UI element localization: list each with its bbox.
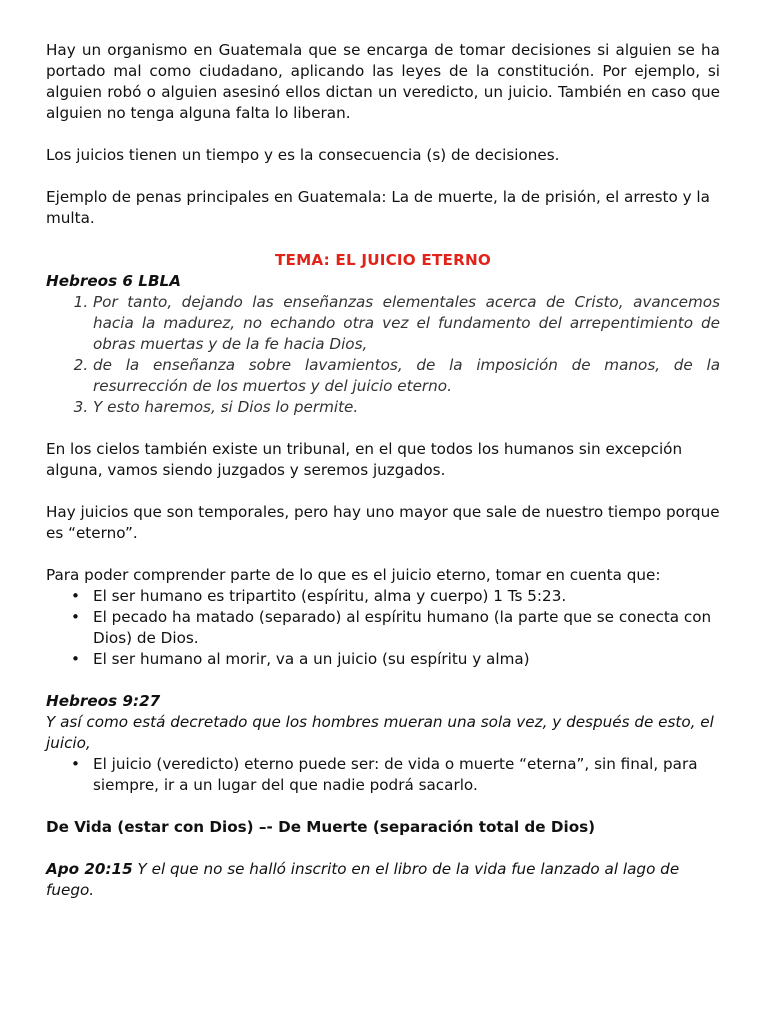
verse-item: 2. de la enseñanza sobre lavamientos, de la imposición de manos, de la resurrección de los muertos y del juicio eterno.	[93, 355, 720, 397]
bullet-text: El ser humano es tripartito (espíritu, alma y cuerpo) 1 Ts 5:23.	[93, 587, 567, 605]
bullet-list-ser-humano	[46, 586, 720, 670]
bullet-icon: •	[71, 650, 80, 668]
paragraph-juicios-tiempo: Los juicios tienen un tiempo y es la consecuencia (s) de decisiones.	[46, 146, 560, 164]
verse-item: 3. Y esto haremos, si Dios lo permite.	[93, 397, 720, 418]
bullet-item	[71, 754, 720, 796]
paragraph-comprender: Para poder comprender parte de lo que es el juicio eterno, tomar en cuenta que:	[46, 566, 661, 584]
bullet-item	[71, 649, 720, 670]
document-page	[46, 40, 720, 901]
bullet-text: El pecado ha matado (separado) al espíritu humano (la parte que se conecta con Dios) de Dios.	[93, 608, 712, 647]
bullet-icon: •	[71, 608, 80, 626]
bullet-text: El ser humano al morir, va a un juicio (su espíritu y alma)	[93, 650, 530, 668]
bullet-item	[71, 607, 720, 649]
bullet-item	[71, 586, 720, 607]
paragraph-penas: Ejemplo de penas principales en Guatemala: La de muerte, la de prisión, el arresto y la multa.	[46, 188, 710, 227]
hebreos-9-reference: Hebreos 9:27	[46, 692, 161, 710]
bullet-text: El juicio (veredicto) eterno puede ser: de vida o muerte “eterna”, sin final, para siempre, ir a un lugar del que nadie podrá sacarlo.	[93, 755, 698, 794]
hebreos-9-text: Y así como está decretado que los hombres mueran una sola vez, y después de esto, el juicio,	[46, 713, 714, 752]
vida-muerte-heading: De Vida (estar con Dios) –- De Muerte (separación total de Dios)	[46, 818, 596, 836]
apocalipsis-reference: Apo 20:15	[46, 860, 133, 878]
bullet-icon: •	[71, 587, 80, 605]
paragraph-tribunal: En los cielos también existe un tribunal, en el que todos los humanos sin excepción alguna, vamos siendo juzgados y seremos juzgados.	[46, 440, 683, 479]
paragraph-organismo: Hay un organismo en Guatemala que se encarga de tomar decisiones si alguien se ha portado mal como ciudadano, aplicando las leyes de la constitución. Por ejemplo, si alguien robó o alguien asesinó ellos dictan un veredicto, un juicio. También en caso que alguien no tenga alguna falta lo liberan.	[46, 41, 720, 122]
hebreos-6-verse-list	[46, 292, 720, 418]
bullet-icon: •	[71, 755, 80, 773]
hebreos-6-reference: Hebreos 6 LBLA	[46, 272, 181, 290]
bullet-list-juicio-eterno	[46, 754, 720, 796]
section-title: TEMA: EL JUICIO ETERNO	[274, 251, 492, 269]
paragraph-juicios-temporales: Hay juicios que son temporales, pero hay uno mayor que sale de nuestro tiempo porque es “eterno”.	[46, 503, 720, 542]
verse-item: 1. Por tanto, dejando las enseñanzas elementales acerca de Cristo, avancemos hacia la madurez, no echando otra vez el fundamento del arrepentimiento de obras muertas y de la fe hacia Dios,	[93, 292, 720, 355]
apocalipsis-paragraph	[46, 859, 720, 901]
apocalipsis-text: Y el que no se halló inscrito en el libro de la vida fue lanzado al lago de fuego.	[46, 860, 680, 899]
